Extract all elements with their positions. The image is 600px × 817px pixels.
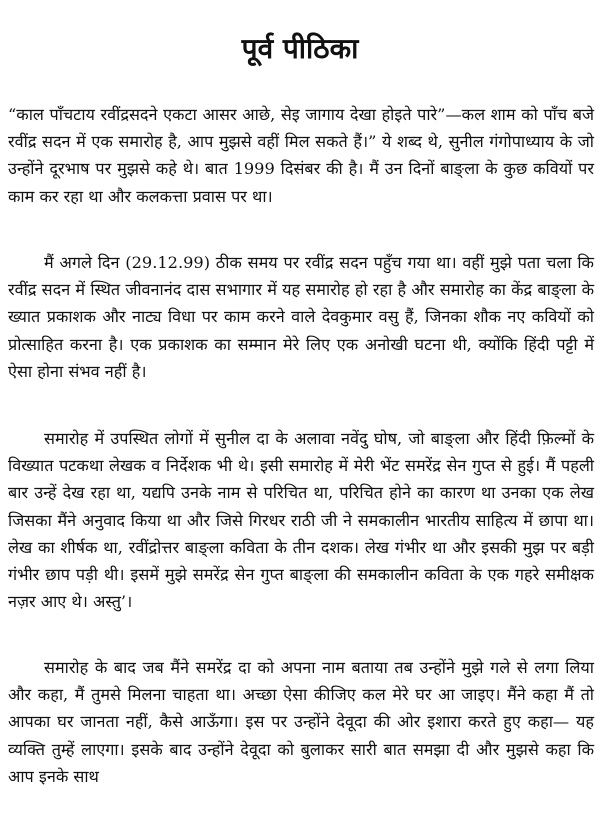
paragraph-3: समारोह में उपस्थित लोगों में सुनील दा के अलावा नवेंदु घोष, जो बाङ्ला और हिंदी फ़िल्मों के विख्यात पटकथा लेखक व निर्देशक भी थे। इसी समारोह में मेरी भेंट समरेंद्र सेन गुप्त से हुई। मैं पहली बार उन्हें देख रहा था, यद्यपि उनके नाम से परिचित था, परिचित होने का कारण था उनका एक लेख जिसका मैंने अनुवाद किया था और जिसे गिरधर राठी जी ने समकालीन भारतीय साहित्य में छापा था। लेख का शीर्षक था, रवींद्रोत्तर बाङ्ला कविता के तीन दशक। लेख गंभीर था और इसकी मुझ पर बड़ी गंभीर छाप पड़ी थी। इसमें मुझे समरेंद्र सेन गुप्त बाङ्ला की समकालीन कविता के एक गहरे समीक्षक नज़र आए थे। अस्तु’।: [8, 429, 594, 612]
paragraph-4: समारोह के बाद जब मैंने समरेंद्र दा को अपना नाम बताया तब उन्होंने मुझे गले से लगा लिया और कहा, मैं तुमसे मिलना चाहता था। अच्छा ऐसा कीजिए कल मेरे घर आ जाइए। मैंने कहा मैं तो आपका घर जानता नहीं, कैसे आऊँगा। इस पर उन्होंने देवूदा की ओर इशारा करते हुए कहा— यह व्यक्ति तुम्हें लाएगा। इसके बाद उन्होंने देवूदा को बुलाकर सारी बात समझा दी और मुझसे कहा कि आप इनके साथ: [8, 658, 594, 786]
paragraph-1: “काल पाँचटाय रवींद्रसदने एकटा आसर आछे, सेइ जागाय देखा होइते पारे”—कल शाम को पाँच बजे रवींद्र सदन में एक समारोह है, आप मुझसे वहीं मिल सकते हैं।” ये शब्द थे, सुनील गंगोपाध्याय के जो उन्होंने दूरभाष पर मुझसे कहे थे। बात 1999 दिसंबर की है। मैं उन दिनों बाङ्ला के कुछ कवियों पर काम कर रहा था और कलकत्ता प्रवास पर था।: [8, 105, 594, 206]
page-title: पूर्व पीठिका: [241, 31, 359, 65]
paragraph-2: मैं अगले दिन (29.12.99) ठीक समय पर रवींद्र सदन पहुँच गया था। वहीं मुझे पता चला कि रवींद्र सदन में स्थित जीवनानंद दास सभागार में यह समारोह हो रहा है और समारोह का केंद्र बाङ्ला के ख्यात प्रकाशक और नाट्य विधा पर काम करने वाले देवकुमार वसु हैं, जिनका शौक नए कवियों को प्रोत्साहित करना है। एक प्रकाशक का सम्मान मेरे लिए एक अनोखी घटना थी, क्योंकि हिंदी पट्टी में ऐसा होना संभव नहीं है।: [8, 253, 594, 381]
